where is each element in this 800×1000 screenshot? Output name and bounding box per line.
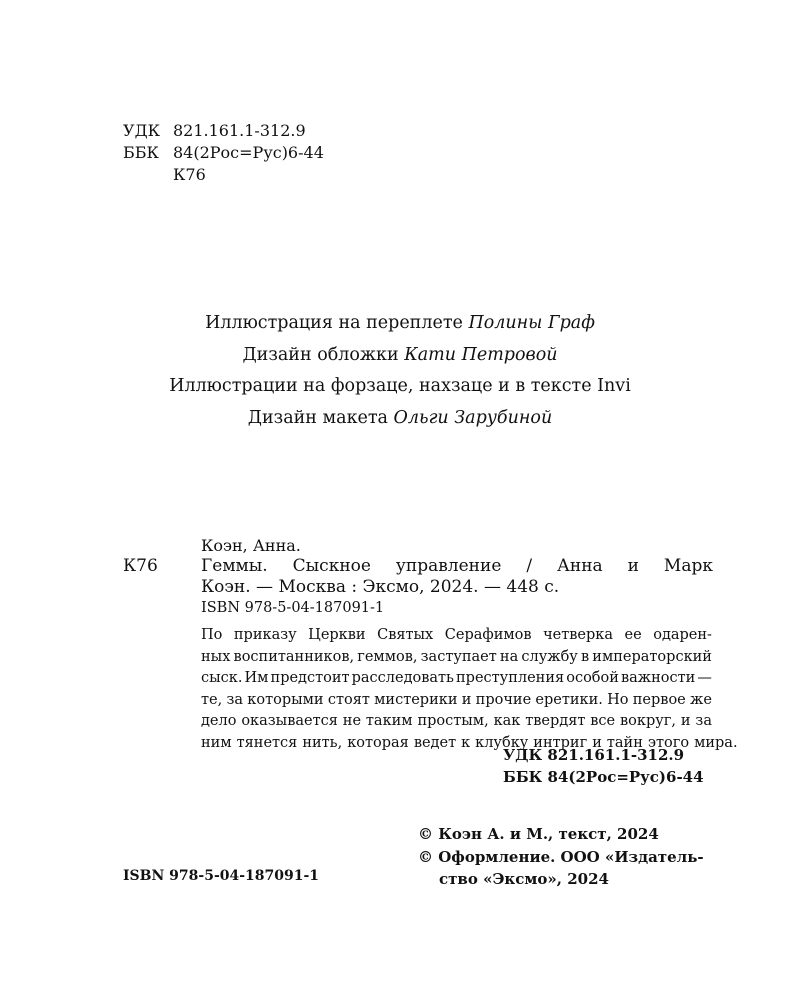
- copyright-block: [418, 823, 704, 891]
- udk-label: УДК: [123, 121, 160, 140]
- annotation-word: четверка: [543, 627, 614, 643]
- annotation-word: которыми: [247, 691, 324, 708]
- annotation-word: мистерики: [374, 691, 458, 708]
- bbk-row: [123, 142, 324, 164]
- annotation-word: Но: [607, 691, 629, 708]
- annotation-word: нить,: [302, 734, 343, 751]
- annotation-word: прочие: [475, 691, 532, 708]
- annotation-word: приказу: [233, 627, 297, 643]
- annotation-word: и: [592, 734, 602, 751]
- annotation-word: особой: [566, 670, 619, 686]
- annotation-word: за: [695, 713, 712, 729]
- annotation-word: в: [580, 648, 590, 665]
- annotation-word: же: [690, 691, 712, 708]
- annotation-word: этого: [647, 734, 690, 751]
- annotation-line: [201, 711, 712, 733]
- isbn-bottom: ISBN 978-5-04-187091-1: [123, 868, 320, 884]
- annotation-word: за: [226, 691, 244, 708]
- annotation-word: все: [590, 713, 616, 729]
- annotation-word: стоят: [327, 691, 370, 708]
- copyright-design-cont: ство «Эксмо», 2024: [439, 870, 609, 888]
- bib-mark: К76: [123, 556, 158, 576]
- annotation-word: ведет: [413, 734, 457, 751]
- annotation-word: ных: [201, 648, 231, 665]
- annotation-word: Церкви: [308, 627, 366, 643]
- annotation-word: как: [493, 713, 521, 729]
- annotation-word: дело: [201, 713, 237, 729]
- annotation-word: те,: [201, 691, 223, 708]
- credit-cover-illustration: Иллюстрация на переплете Полины Граф: [205, 313, 595, 333]
- annotation-line: [201, 690, 712, 712]
- annotation-word: на: [499, 648, 519, 665]
- bbk-value: 84(2Рос=Рус)6-44: [173, 143, 324, 162]
- udk-bold: УДК 821.161.1-312.9: [503, 746, 685, 764]
- annotation-word: важности: [621, 670, 696, 686]
- udk-value: 821.161.1-312.9: [173, 121, 306, 140]
- annotation-word: которая: [347, 734, 409, 751]
- bib-isbn: ISBN 978-5-04-187091-1: [201, 600, 385, 616]
- annotation-word: Святых: [377, 627, 434, 643]
- annotation-word: мира.: [694, 734, 738, 751]
- author-mark-row: [123, 164, 324, 186]
- bib-title-line-1: Геммы. Сыскное управление / Анна и Марк: [201, 556, 713, 576]
- bib-author: Коэн, Анна.: [201, 536, 301, 555]
- annotation-word: и: [461, 691, 472, 708]
- annotation-word: не: [342, 713, 362, 729]
- credit-name: Ольги Зарубиной: [393, 407, 553, 428]
- annotation-word: геммов,: [357, 648, 418, 665]
- annotation-word: первое: [632, 691, 686, 708]
- annotation-word: и: [680, 713, 691, 729]
- credits-block: [0, 308, 800, 434]
- annotation-word: тайн: [606, 734, 643, 751]
- annotation-word: одарен-: [653, 627, 712, 643]
- annotation-word: предстоит: [270, 670, 350, 686]
- annotation-word: службу: [521, 648, 578, 665]
- credit-name: Кати Петровой: [404, 344, 558, 365]
- annotation-word: заступает: [420, 648, 497, 665]
- annotation-word: интриг: [533, 734, 588, 751]
- annotation-word: ее: [624, 627, 642, 643]
- annotation-word: ним: [201, 734, 232, 751]
- annotation-word: твердят: [525, 713, 586, 729]
- credit-endpaper-illustrations: Иллюстрации на форзаце, нахзаце и в тексте Invi: [169, 376, 631, 396]
- annotation-word: воспитанников,: [233, 648, 355, 665]
- annotation-word: таким: [365, 713, 413, 729]
- annotation-word: еретики.: [535, 691, 603, 708]
- annotation-word: тянется: [236, 734, 298, 751]
- annotation-word: Им: [244, 670, 269, 686]
- annotation-word: сыск.: [201, 670, 243, 686]
- copyright-text: © Коэн А. и М., текст, 2024: [418, 825, 659, 843]
- classification-codes: [123, 120, 324, 186]
- annotation-line: [201, 668, 712, 690]
- annotation-word: императорский: [592, 648, 712, 665]
- credit-cover-design: Дизайн обложки Кати Петровой: [242, 344, 558, 365]
- annotation-word: преступления: [456, 670, 565, 686]
- udk-row: [123, 120, 324, 142]
- annotation-word: расследовать: [351, 670, 454, 686]
- bib-title-line-2: Коэн. — Москва : Эксмо, 2024. — 448 с.: [201, 577, 560, 597]
- credit-name: Полины Граф: [468, 313, 595, 333]
- annotation-word: Серафимов: [444, 627, 532, 643]
- annotation: [201, 625, 738, 754]
- bbk-label: ББК: [123, 143, 159, 162]
- copyright-design: © Оформление. ООО «Издатель-: [418, 847, 704, 866]
- annotation-word: к: [461, 734, 471, 751]
- annotation-line: [201, 647, 712, 669]
- author-mark: К76: [173, 165, 206, 184]
- annotation-word: По: [201, 627, 223, 643]
- annotation-word: клубку: [475, 734, 529, 751]
- annotation-word: —: [697, 670, 712, 686]
- annotation-line: [201, 625, 712, 647]
- bbk-bold: ББК 84(2Рос=Рус)6-44: [503, 768, 704, 786]
- annotation-word: оказывается: [241, 713, 338, 729]
- annotation-word: простым,: [417, 713, 489, 729]
- annotation-word: вокруг,: [620, 713, 676, 729]
- credit-layout-design: Дизайн макета Ольги Зарубиной: [247, 407, 553, 428]
